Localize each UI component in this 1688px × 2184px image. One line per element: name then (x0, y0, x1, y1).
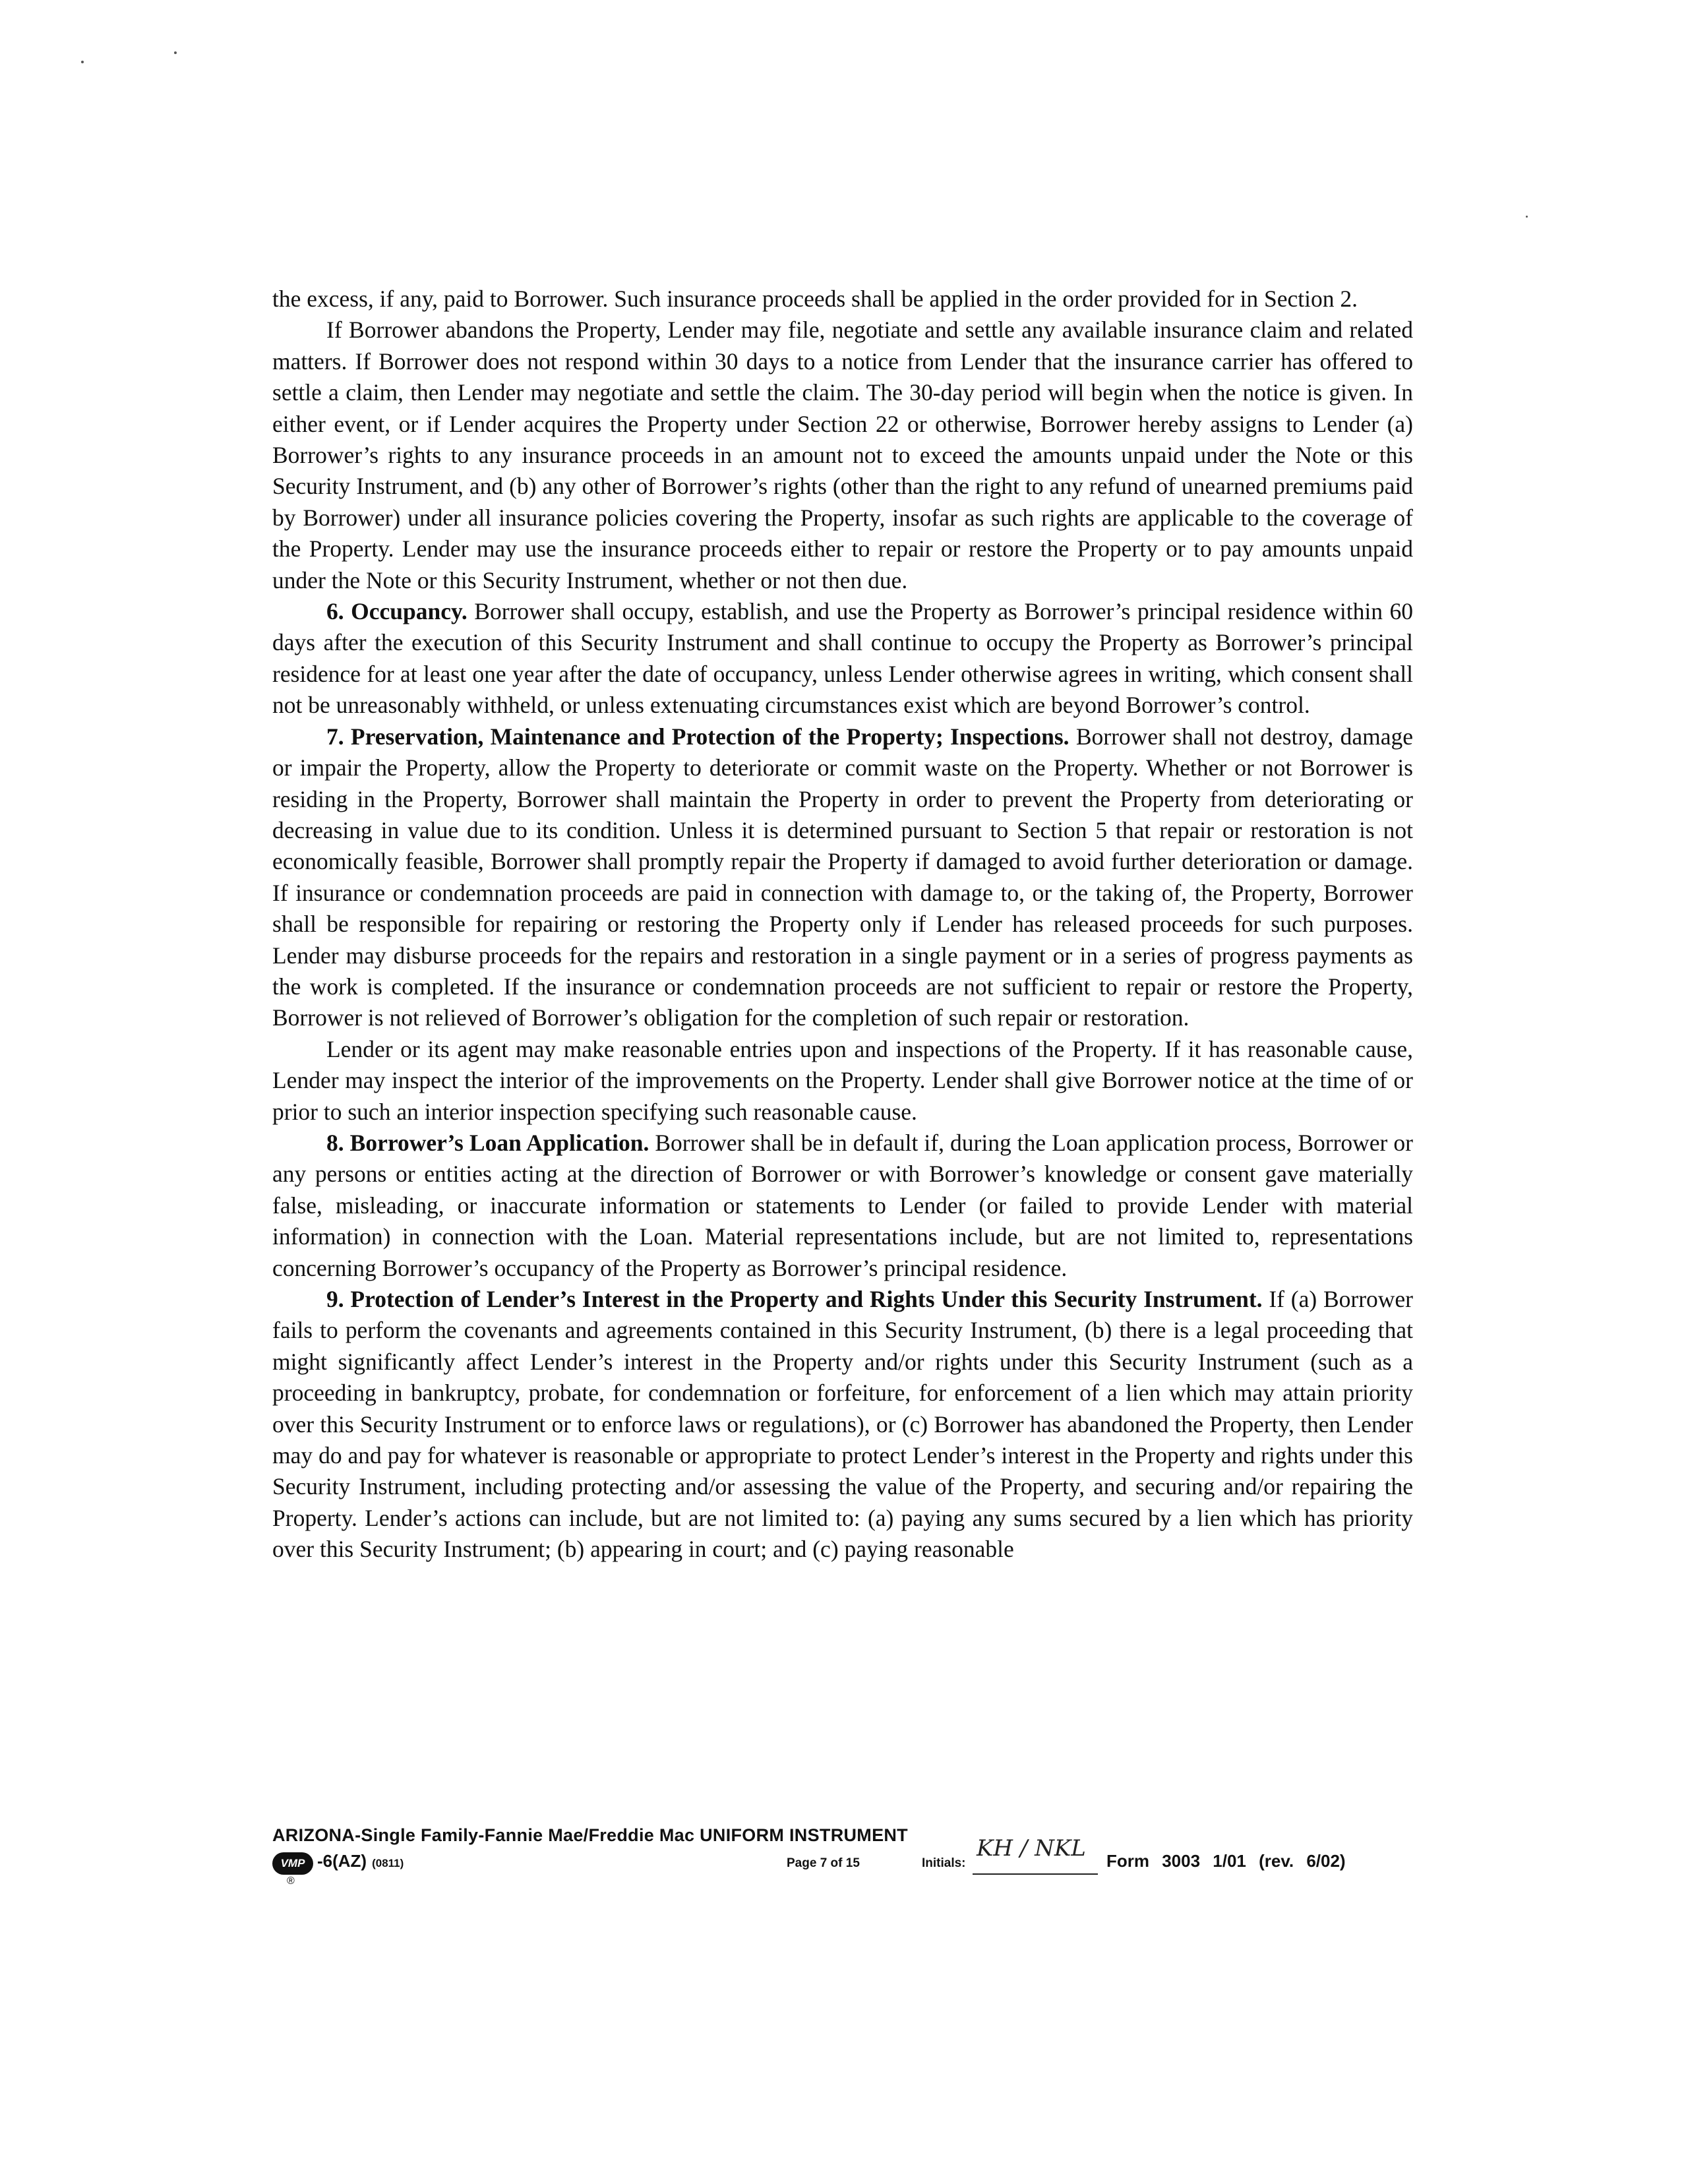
document-body (272, 284, 1413, 1565)
initials-signature: KH / NKL (977, 1835, 1086, 1862)
form-footer (272, 1825, 1413, 1889)
footer-title: ARIZONA-Single Family-Fannie Mae/Freddie Mac UNIFORM INSTRUMENT (272, 1825, 908, 1845)
form-code: -6(AZ) (0811) (317, 1851, 404, 1871)
page-number: Page 7 of 15 (787, 1856, 860, 1870)
paragraph-insurance-excess: the excess, if any, paid to Borrower. Such insurance proceeds shall be applied in the order provided for in Section 2. (272, 286, 1358, 312)
form-identifier: Form 3003 1/01 (rev. 6/02) (1106, 1851, 1346, 1871)
scan-speck (81, 61, 84, 63)
section-heading: 8. Borrower’s Loan Application. (326, 1129, 649, 1156)
scan-speck (1526, 216, 1528, 218)
section-heading: 6. Occupancy. (326, 598, 467, 625)
initials-label: Initials: (922, 1856, 966, 1870)
paragraph-loan-application: 8. Borrower’s Loan Application. Borrower shall be in default if, during the Loan application process, Borrower or any persons or entities acting at the direction of Borrower or with Borrower’s knowledge or consent gave materially false, misleading, or inaccurate information or statements to Lender (or failed to provide Lender with material information) in connection with the Loan. Material representations include, but are not limited to, representations concerning Borrower’s occupancy of the Property as Borrower’s principal residence. (272, 1129, 1413, 1281)
section-heading: 9. Protection of Lender’s Interest in the Property and Rights Under this Security Instrument. (326, 1286, 1263, 1312)
paragraph-abandonment: If Borrower abandons the Property, Lender may file, negotiate and settle any available insurance claim and related matters. If Borrower does not respond within 30 days to a notice from Lender that the insurance carrier has offered to settle a claim, then Lender may negotiate and settle the claim. The 30-day period will begin when the notice is given. In either event, or if Lender acquires the Property under Section 22 or otherwise, Borrower hereby assigns to Lender (a) Borrower’s rights to any insurance proceeds in an amount not to exceed the amounts unpaid under the Note or this Security Instrument, and (b) any other of Borrower’s rights (other than the right to any refund of unearned premiums paid by Borrower) under all insurance policies covering the Property, insofar as such rights are applicable to the coverage of the Property. Lender may use the insurance proceeds either to repair or restore the Property or to pay amounts unpaid under the Note or this Security Instrument, whether or not then due. (272, 317, 1413, 593)
paragraph-preservation: 7. Preservation, Maintenance and Protection of the Property; Inspections. Borrower shall not destroy, damage or impair the Property, allow the Property to deteriorate or commit waste on the Property. Whether or not Borrower is residing in the Property, Borrower shall maintain the Property in order to prevent the Property from deteriorating or decreasing in value due to its condition. Unless it is determined pursuant to Section 5 that repair or restoration is not economically feasible, Borrower shall promptly repair the Property if damaged to avoid further deterioration or damage. If insurance or condemnation proceeds are paid in connection with damage to, or the taking of, the Property, Borrower shall be responsible for repairing or restoring the Property only if Lender has released proceeds for such purposes. Lender may disburse proceeds for the repairs and restoration in a single payment or in a series of progress payments as the work is completed. If the insurance or condemnation proceeds are not sufficient to repair or restore the Property, Borrower is not relieved of Borrower’s obligation for the completion of such repair or restoration. (272, 723, 1413, 1031)
scan-speck (174, 51, 177, 54)
section-heading: 7. Preservation, Maintenance and Protection of the Property; Inspections. (326, 723, 1070, 750)
vmp-logo-icon: VMP (272, 1852, 313, 1875)
registered-mark: ® (287, 1875, 295, 1887)
initials-field (973, 1834, 1098, 1875)
paragraph-occupancy: 6. Occupancy. Borrower shall occupy, establish, and use the Property as Borrower’s principal residence within 60 days after the execution of this Security Instrument and shall continue to occupy the Property as Borrower’s principal residence for at least one year after the date of occupancy, unless Lender otherwise agrees in writing, which consent shall not be unreasonably withheld, or unless extenuating circumstances exist which are beyond Borrower’s control. (272, 598, 1414, 719)
paragraph-inspections: Lender or its agent may make reasonable entries upon and inspections of the Property. If it has reasonable cause, Lender may inspect the interior of the improvements on the Property. Lender shall give Borrower notice at the time of or prior to such an interior inspection specifying such reasonable cause. (272, 1035, 1413, 1125)
paragraph-protection: 9. Protection of Lender’s Interest in the Property and Rights Under this Security Instrument. If (a) Borrower fails to perform the covenants and agreements contained in this Security Instrument, (b) there is a legal proceeding that might significantly affect Lender’s interest in the Property and/or rights under this Security Instrument (such as a proceeding in bankruptcy, probate, for condemnation or forfeiture, for enforcement of a lien which may attain priority over this Security Instrument or to enforce laws or regulations), or (c) Borrower has abandoned the Property, then Lender may do and pay for whatever is reasonable or appropriate to protect Lender’s interest in the Property and rights under this Security Instrument, including protecting and/or assessing the value of the Property, and securing and/or repairing the Property. Lender’s actions can include, but are not limited to: (a) paying any sums secured by a lien which has priority over this Security Instrument; (b) appearing in court; and (c) paying reasonable (272, 1286, 1413, 1563)
